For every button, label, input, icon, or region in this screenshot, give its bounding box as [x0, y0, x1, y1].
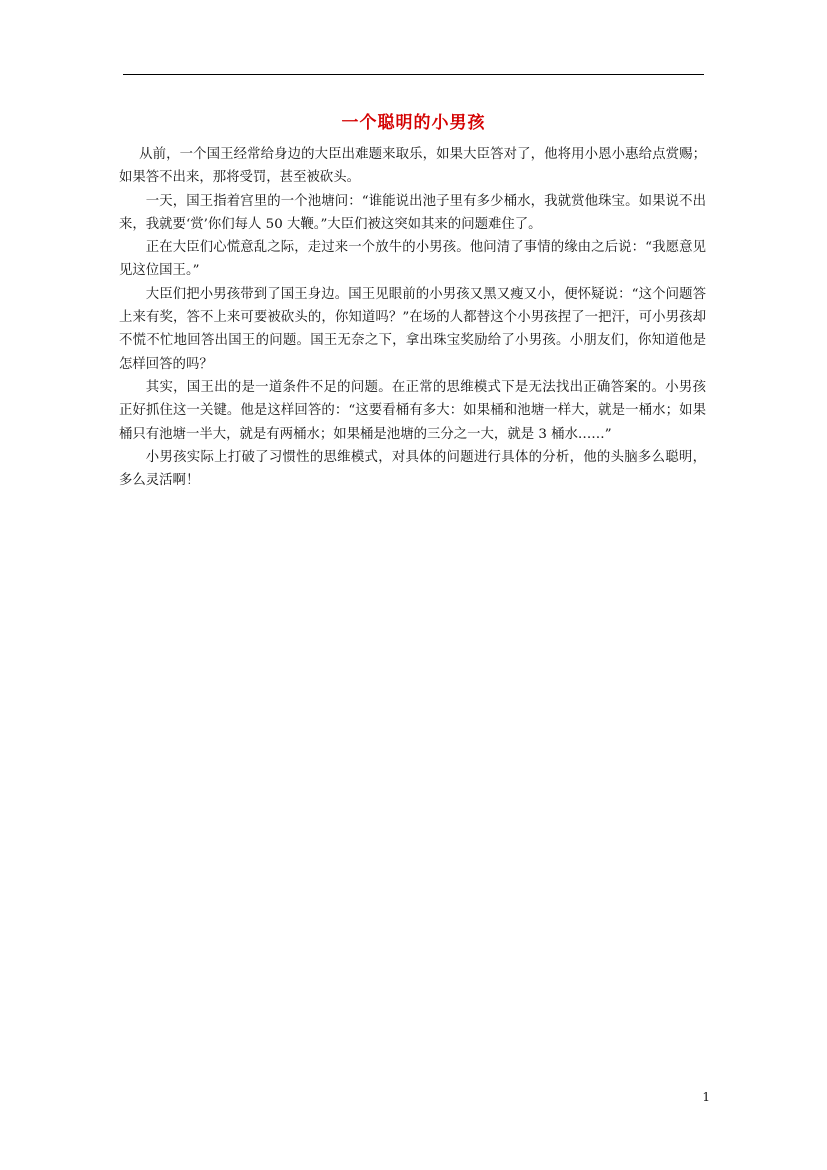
paragraph-2: 一天，国王指着宫里的一个池塘问：“谁能说出池子里有多少桶水，我就赏他珠宝。如果说不出来，我就要‘赏’你们每人 50 大鞭。”大臣们被这突如其来的问题难住了。 [119, 193, 706, 232]
paragraph-5: 其实，国王出的是一道条件不足的问题。在正常的思维模式下是无法找出正确答案的。小男孩正好抓住这一关键。他是这样回答的：“这要看桶有多大：如果桶和池塘一样大，就是一桶水；如果桶只有池塘一半大，就是有两桶水；如果桶是池塘的三分之一大，就是 3 桶水……” [119, 379, 706, 442]
paragraph-4: 大臣们把小男孩带到了国王身边。国王见眼前的小男孩又黑又瘦又小，便怀疑说：“这个问题答上来有奖，答不上来可要被砍头的，你知道吗？”在场的人都替这个小男孩捏了一把汗，可小男孩却不慌不忙地回答出国王的问题。国王无奈之下，拿出珠宝奖励给了小男孩。小朋友们，你知道他是怎样回答的吗？ [119, 286, 706, 372]
header-rule [123, 74, 704, 75]
paragraph-1: 从前，一个国王经常给身边的大臣出难题来取乐，如果大臣答对了，他将用小恩小惠给点赏赐；如果答不出来，那将受罚，甚至被砍头。 [119, 147, 706, 186]
document-body [119, 143, 706, 492]
paragraph-6: 小男孩实际上打破了习惯性的思维模式，对具体的问题进行具体的分析，他的头脑多么聪明，多么灵活啊！ [119, 449, 706, 489]
document-title: 一个聪明的小男孩 [341, 113, 486, 133]
page-number: 1 [702, 1090, 710, 1104]
paragraph-3: 正在大臣们心慌意乱之际，走过来一个放牛的小男孩。他问清了事情的缘由之后说：“我愿意见见这位国王。” [119, 240, 706, 279]
